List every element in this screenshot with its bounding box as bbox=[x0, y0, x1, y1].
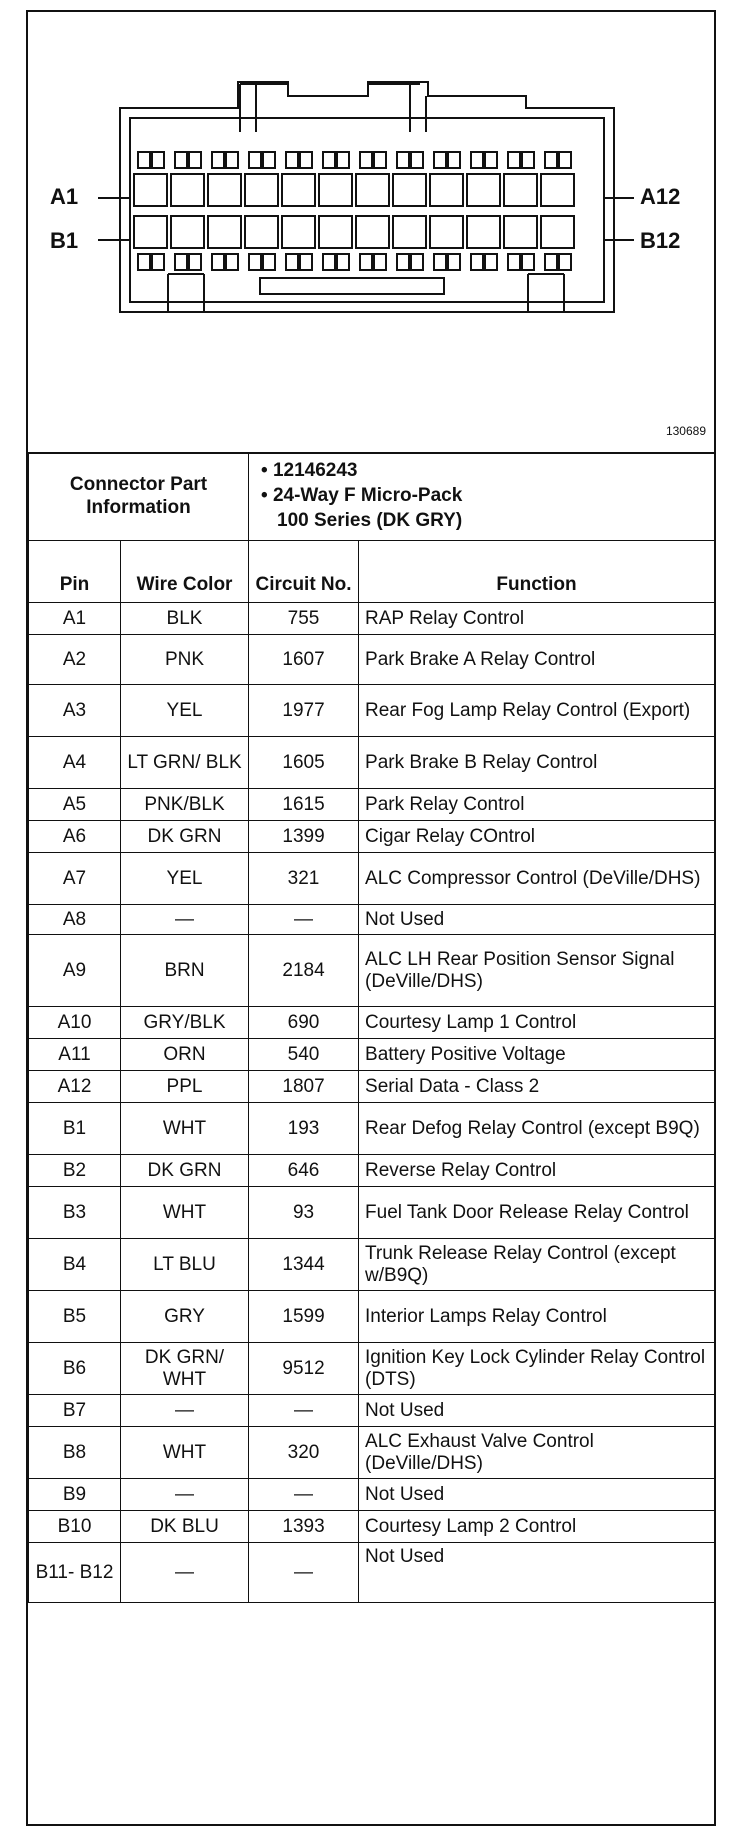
circuit-cell: 1807 bbox=[249, 1071, 359, 1103]
terminal-tab-top bbox=[471, 152, 483, 168]
terminal-tab-bottom bbox=[189, 254, 201, 270]
table-row bbox=[29, 603, 715, 635]
table-row bbox=[29, 635, 715, 685]
table-row bbox=[29, 1187, 715, 1239]
table-row bbox=[29, 789, 715, 821]
circuit-cell: 690 bbox=[249, 1007, 359, 1039]
terminal-tab-top bbox=[138, 152, 150, 168]
terminal-tab-bottom bbox=[471, 254, 483, 270]
pin-cell: B5 bbox=[29, 1291, 121, 1343]
pin-cell: B9 bbox=[29, 1479, 121, 1511]
cavity-b bbox=[245, 216, 278, 248]
terminal-tab-bottom bbox=[360, 254, 372, 270]
circuit-cell: 646 bbox=[249, 1155, 359, 1187]
table-row bbox=[29, 685, 715, 737]
table-row bbox=[29, 821, 715, 853]
circuit-cell: 1615 bbox=[249, 789, 359, 821]
terminal-tab-bottom bbox=[323, 254, 335, 270]
pin-label-b1: B1 bbox=[50, 228, 79, 253]
cavity-b bbox=[319, 216, 352, 248]
terminal-tab-top bbox=[559, 152, 571, 168]
table-row bbox=[29, 1239, 715, 1291]
terminal-tab-bottom bbox=[522, 254, 534, 270]
terminal-tab-bottom bbox=[434, 254, 446, 270]
cavity-a bbox=[504, 174, 537, 206]
wire-color-cell: — bbox=[121, 1395, 249, 1427]
terminal-tab-bottom bbox=[300, 254, 312, 270]
circuit-cell: 2184 bbox=[249, 935, 359, 1007]
wire-color-cell: GRY bbox=[121, 1291, 249, 1343]
terminal-tab-top bbox=[212, 152, 224, 168]
connector-face-drawing bbox=[28, 12, 714, 422]
function-cell: Park Relay Control bbox=[359, 789, 715, 821]
terminal-tab-top bbox=[397, 152, 409, 168]
circuit-cell: — bbox=[249, 1479, 359, 1511]
wire-color-cell: BLK bbox=[121, 603, 249, 635]
key-right bbox=[528, 274, 564, 312]
cavity-b bbox=[504, 216, 537, 248]
cavity-b bbox=[208, 216, 241, 248]
wire-color-cell: PNK/BLK bbox=[121, 789, 249, 821]
terminal-tab-top bbox=[189, 152, 201, 168]
wire-color-cell: GRY/BLK bbox=[121, 1007, 249, 1039]
wire-color-cell: LT BLU bbox=[121, 1239, 249, 1291]
pinout-rows bbox=[29, 603, 715, 1603]
terminal-tab-bottom bbox=[152, 254, 164, 270]
function-cell: Trunk Release Relay Control (except w/B9Q) bbox=[359, 1239, 715, 1291]
function-cell: ALC LH Rear Position Sensor Signal (DeVille/DHS) bbox=[359, 935, 715, 1007]
cavity-a bbox=[393, 174, 426, 206]
pin-label-a12: A12 bbox=[640, 184, 681, 209]
table-row bbox=[29, 1543, 715, 1603]
figure-number: 130689 bbox=[665, 424, 706, 438]
function-cell: Rear Defog Relay Control (except B9Q) bbox=[359, 1103, 715, 1155]
key-left bbox=[168, 274, 204, 312]
terminal-tab-top bbox=[300, 152, 312, 168]
pin-cell: A7 bbox=[29, 853, 121, 905]
latch-right bbox=[368, 84, 426, 132]
circuit-cell: 540 bbox=[249, 1039, 359, 1071]
pin-cell: A3 bbox=[29, 685, 121, 737]
table-row bbox=[29, 1343, 715, 1395]
pin-cell: B11- B12 bbox=[29, 1543, 121, 1603]
terminal-tab-top bbox=[545, 152, 557, 168]
function-cell: RAP Relay Control bbox=[359, 603, 715, 635]
terminal-tab-top bbox=[522, 152, 534, 168]
pin-cell: A10 bbox=[29, 1007, 121, 1039]
cavity-a bbox=[171, 174, 204, 206]
table-row bbox=[29, 935, 715, 1007]
table-row bbox=[29, 905, 715, 935]
circuit-cell: — bbox=[249, 905, 359, 935]
pin-cell: B10 bbox=[29, 1511, 121, 1543]
terminal-tab-bottom bbox=[448, 254, 460, 270]
cavity-a bbox=[467, 174, 500, 206]
function-cell: Battery Positive Voltage bbox=[359, 1039, 715, 1071]
wire-color-cell: — bbox=[121, 1543, 249, 1603]
function-cell: Park Brake B Relay Control bbox=[359, 737, 715, 789]
pin-cell: A2 bbox=[29, 635, 121, 685]
circuit-cell: 320 bbox=[249, 1427, 359, 1479]
function-cell: Not Used bbox=[359, 905, 715, 935]
wire-color-cell: DK GRN bbox=[121, 821, 249, 853]
terminal-tab-bottom bbox=[545, 254, 557, 270]
wire-color-cell: — bbox=[121, 1479, 249, 1511]
function-cell: Rear Fog Lamp Relay Control (Export) bbox=[359, 685, 715, 737]
terminal-tab-top bbox=[434, 152, 446, 168]
cavity-a bbox=[245, 174, 278, 206]
cavity-a bbox=[282, 174, 315, 206]
terminal-tab-bottom bbox=[411, 254, 423, 270]
function-cell: Fuel Tank Door Release Relay Control bbox=[359, 1187, 715, 1239]
function-cell: Courtesy Lamp 1 Control bbox=[359, 1007, 715, 1039]
header-wire-color: Wire Color bbox=[121, 541, 249, 603]
pin-cell: B4 bbox=[29, 1239, 121, 1291]
table-row bbox=[29, 853, 715, 905]
polarization-slot bbox=[260, 278, 444, 294]
terminal-tab-bottom bbox=[337, 254, 349, 270]
circuit-cell: 321 bbox=[249, 853, 359, 905]
cavity-a bbox=[319, 174, 352, 206]
cavity-a bbox=[134, 174, 167, 206]
table-row bbox=[29, 1103, 715, 1155]
function-cell: Serial Data - Class 2 bbox=[359, 1071, 715, 1103]
wire-color-cell: LT GRN/ BLK bbox=[121, 737, 249, 789]
wire-color-cell: YEL bbox=[121, 685, 249, 737]
terminal-tab-bottom bbox=[138, 254, 150, 270]
connector-diagram bbox=[28, 12, 714, 454]
cavity-a bbox=[208, 174, 241, 206]
header-function: Function bbox=[359, 541, 715, 603]
wire-color-cell: WHT bbox=[121, 1187, 249, 1239]
terminal-tab-bottom bbox=[249, 254, 261, 270]
wire-color-cell: DK GRN bbox=[121, 1155, 249, 1187]
terminal-tab-top bbox=[226, 152, 238, 168]
pin-cell: B6 bbox=[29, 1343, 121, 1395]
cavity-b bbox=[467, 216, 500, 248]
header-circuit: Circuit No. bbox=[249, 541, 359, 603]
terminal-tab-top bbox=[152, 152, 164, 168]
wire-color-cell: WHT bbox=[121, 1103, 249, 1155]
table-row bbox=[29, 1395, 715, 1427]
pin-label-b12: B12 bbox=[640, 228, 681, 253]
header-pin: Pin bbox=[29, 541, 121, 603]
circuit-cell: 1599 bbox=[249, 1291, 359, 1343]
function-cell: ALC Compressor Control (DeVille/DHS) bbox=[359, 853, 715, 905]
table-row bbox=[29, 1291, 715, 1343]
cavity-b bbox=[430, 216, 463, 248]
cavity-b bbox=[393, 216, 426, 248]
function-cell: Cigar Relay COntrol bbox=[359, 821, 715, 853]
circuit-cell: 1344 bbox=[249, 1239, 359, 1291]
pin-cell: B3 bbox=[29, 1187, 121, 1239]
function-cell: Park Brake A Relay Control bbox=[359, 635, 715, 685]
terminal-tab-top bbox=[411, 152, 423, 168]
terminal-tab-top bbox=[263, 152, 275, 168]
table-row bbox=[29, 1155, 715, 1187]
pin-cell: A6 bbox=[29, 821, 121, 853]
function-cell: Ignition Key Lock Cylinder Relay Control (DTS) bbox=[359, 1343, 715, 1395]
circuit-cell: 1607 bbox=[249, 635, 359, 685]
function-cell: Interior Lamps Relay Control bbox=[359, 1291, 715, 1343]
function-cell: ALC Exhaust Valve Control (DeVille/DHS) bbox=[359, 1427, 715, 1479]
pin-cell: A5 bbox=[29, 789, 121, 821]
table-row bbox=[29, 737, 715, 789]
pin-cell: A12 bbox=[29, 1071, 121, 1103]
connector-part-info bbox=[249, 453, 715, 541]
function-cell: Courtesy Lamp 2 Control bbox=[359, 1511, 715, 1543]
part-number: • 12146243 bbox=[261, 460, 358, 482]
terminal-tab-top bbox=[360, 152, 372, 168]
circuit-cell: — bbox=[249, 1543, 359, 1603]
terminal-tab-top bbox=[448, 152, 460, 168]
wire-color-cell: WHT bbox=[121, 1427, 249, 1479]
wire-color-cell: BRN bbox=[121, 935, 249, 1007]
terminal-tab-bottom bbox=[286, 254, 298, 270]
cavity-a bbox=[356, 174, 389, 206]
pin-cell: A11 bbox=[29, 1039, 121, 1071]
pin-cell: A8 bbox=[29, 905, 121, 935]
wire-color-cell: YEL bbox=[121, 853, 249, 905]
wire-color-cell: ORN bbox=[121, 1039, 249, 1071]
terminal-tab-bottom bbox=[175, 254, 187, 270]
wire-color-cell: — bbox=[121, 905, 249, 935]
terminal-tab-top bbox=[175, 152, 187, 168]
wire-color-cell: DK GRN/ WHT bbox=[121, 1343, 249, 1395]
function-cell: Not Used bbox=[359, 1395, 715, 1427]
pin-cell: B7 bbox=[29, 1395, 121, 1427]
wire-color-cell: DK BLU bbox=[121, 1511, 249, 1543]
table-header-row bbox=[29, 541, 715, 603]
cavity-b bbox=[282, 216, 315, 248]
pin-cell: A9 bbox=[29, 935, 121, 1007]
function-cell: Not Used bbox=[359, 1479, 715, 1511]
pin-cell: A4 bbox=[29, 737, 121, 789]
function-cell: Not Used bbox=[359, 1543, 715, 1603]
terminal-tab-top bbox=[249, 152, 261, 168]
connector-info-row bbox=[29, 453, 715, 541]
pin-cell: B1 bbox=[29, 1103, 121, 1155]
terminal-tab-bottom bbox=[212, 254, 224, 270]
terminal-tab-bottom bbox=[374, 254, 386, 270]
cavity-b bbox=[134, 216, 167, 248]
terminal-tab-bottom bbox=[559, 254, 571, 270]
terminal-tab-top bbox=[508, 152, 520, 168]
pin-label-a1: A1 bbox=[50, 184, 79, 209]
terminal-tab-bottom bbox=[263, 254, 275, 270]
cavity-b bbox=[541, 216, 574, 248]
pin-cell: B2 bbox=[29, 1155, 121, 1187]
circuit-cell: 1977 bbox=[249, 685, 359, 737]
circuit-cell: 1605 bbox=[249, 737, 359, 789]
wire-color-cell: PPL bbox=[121, 1071, 249, 1103]
circuit-cell: 193 bbox=[249, 1103, 359, 1155]
connector-sheet bbox=[26, 10, 716, 1826]
terminal-tab-bottom bbox=[226, 254, 238, 270]
circuit-cell: 1399 bbox=[249, 821, 359, 853]
part-description-1: • 24-Way F Micro-Pack bbox=[261, 485, 463, 507]
table-row bbox=[29, 1007, 715, 1039]
table-row bbox=[29, 1511, 715, 1543]
cavity-a bbox=[430, 174, 463, 206]
table-row bbox=[29, 1479, 715, 1511]
pinout-table bbox=[28, 452, 715, 1603]
table-row bbox=[29, 1427, 715, 1479]
pin-cell: A1 bbox=[29, 603, 121, 635]
table-row bbox=[29, 1071, 715, 1103]
terminal-tab-top bbox=[286, 152, 298, 168]
terminal-tab-bottom bbox=[508, 254, 520, 270]
terminal-tab-top bbox=[323, 152, 335, 168]
part-description-2: 100 Series (DK GRY) bbox=[277, 509, 463, 531]
circuit-cell: 755 bbox=[249, 603, 359, 635]
circuit-cell: 93 bbox=[249, 1187, 359, 1239]
cavity-b bbox=[356, 216, 389, 248]
latch-left bbox=[240, 84, 288, 132]
table-row bbox=[29, 1039, 715, 1071]
pin-cell: B8 bbox=[29, 1427, 121, 1479]
terminal-tab-top bbox=[374, 152, 386, 168]
terminal-tab-top bbox=[485, 152, 497, 168]
terminal-tab-bottom bbox=[485, 254, 497, 270]
circuit-cell: 9512 bbox=[249, 1343, 359, 1395]
terminal-tab-top bbox=[337, 152, 349, 168]
cavity-a bbox=[541, 174, 574, 206]
circuit-cell: — bbox=[249, 1395, 359, 1427]
connector-info-label: Connector Part Information bbox=[29, 453, 249, 541]
cavity-b bbox=[171, 216, 204, 248]
function-cell: Reverse Relay Control bbox=[359, 1155, 715, 1187]
wire-color-cell: PNK bbox=[121, 635, 249, 685]
circuit-cell: 1393 bbox=[249, 1511, 359, 1543]
terminal-tab-bottom bbox=[397, 254, 409, 270]
